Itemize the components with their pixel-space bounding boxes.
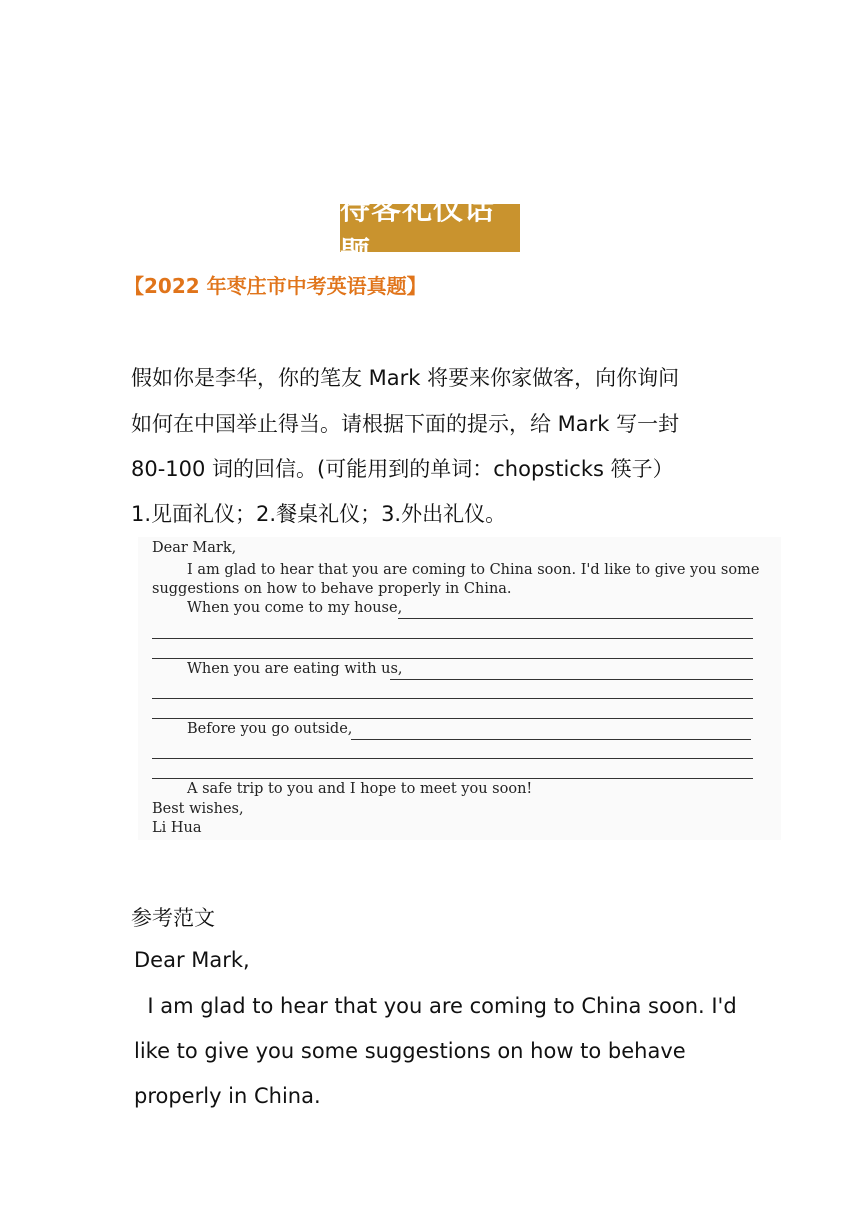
sample-essay-line: like to give you some suggestions on how to behave: [134, 1039, 686, 1063]
prompt-line: 1.见面礼仪；2.餐桌礼仪；3.外出礼仪。: [131, 502, 507, 526]
writing-blank-line: [390, 679, 753, 680]
exam-source-label: 【2022 年枣庄市中考英语真题】: [124, 274, 427, 298]
writing-blank-line: [152, 718, 753, 719]
prompt-line: 80-100 词的回信。(可能用到的单词：chopsticks 筷子）: [131, 457, 674, 481]
writing-blank-line: [152, 658, 753, 659]
writing-blank-line: [152, 758, 753, 759]
writing-blank-line: [398, 618, 753, 619]
writing-blank-line: [152, 638, 753, 639]
page-title: 待客礼仪话题: [340, 204, 520, 252]
prompt-line: 如何在中国举止得当。请根据下面的提示，给 Mark 写一封: [131, 412, 680, 436]
letter-template-image: [138, 537, 781, 840]
writing-blank-line: [152, 698, 753, 699]
letter-intro-line: I am glad to hear that you are coming to China soon. I'd like to give you some: [187, 562, 760, 578]
letter-prompt-outside: Before you go outside,: [187, 721, 353, 737]
sample-essay-line: I am glad to hear that you are coming to China soon. I'd: [134, 994, 737, 1018]
writing-blank-line: [351, 739, 751, 740]
reference-heading: 参考范文: [131, 906, 215, 930]
letter-closing: A safe trip to you and I hope to meet you soon!: [187, 781, 533, 797]
sample-essay-line: properly in China.: [134, 1084, 321, 1108]
sample-essay-line: Dear Mark,: [134, 948, 250, 972]
prompt-line: 假如你是李华，你的笔友 Mark 将要来你家做客，向你询问: [131, 366, 680, 390]
letter-signature: Li Hua: [152, 820, 202, 836]
letter-signoff: Best wishes,: [152, 801, 244, 817]
letter-prompt-eating: When you are eating with us,: [187, 661, 403, 677]
letter-prompt-house: When you come to my house,: [187, 600, 403, 616]
letter-intro-line: suggestions on how to behave properly in China.: [152, 581, 512, 597]
letter-greeting: Dear Mark,: [152, 540, 237, 556]
writing-blank-line: [152, 778, 753, 779]
